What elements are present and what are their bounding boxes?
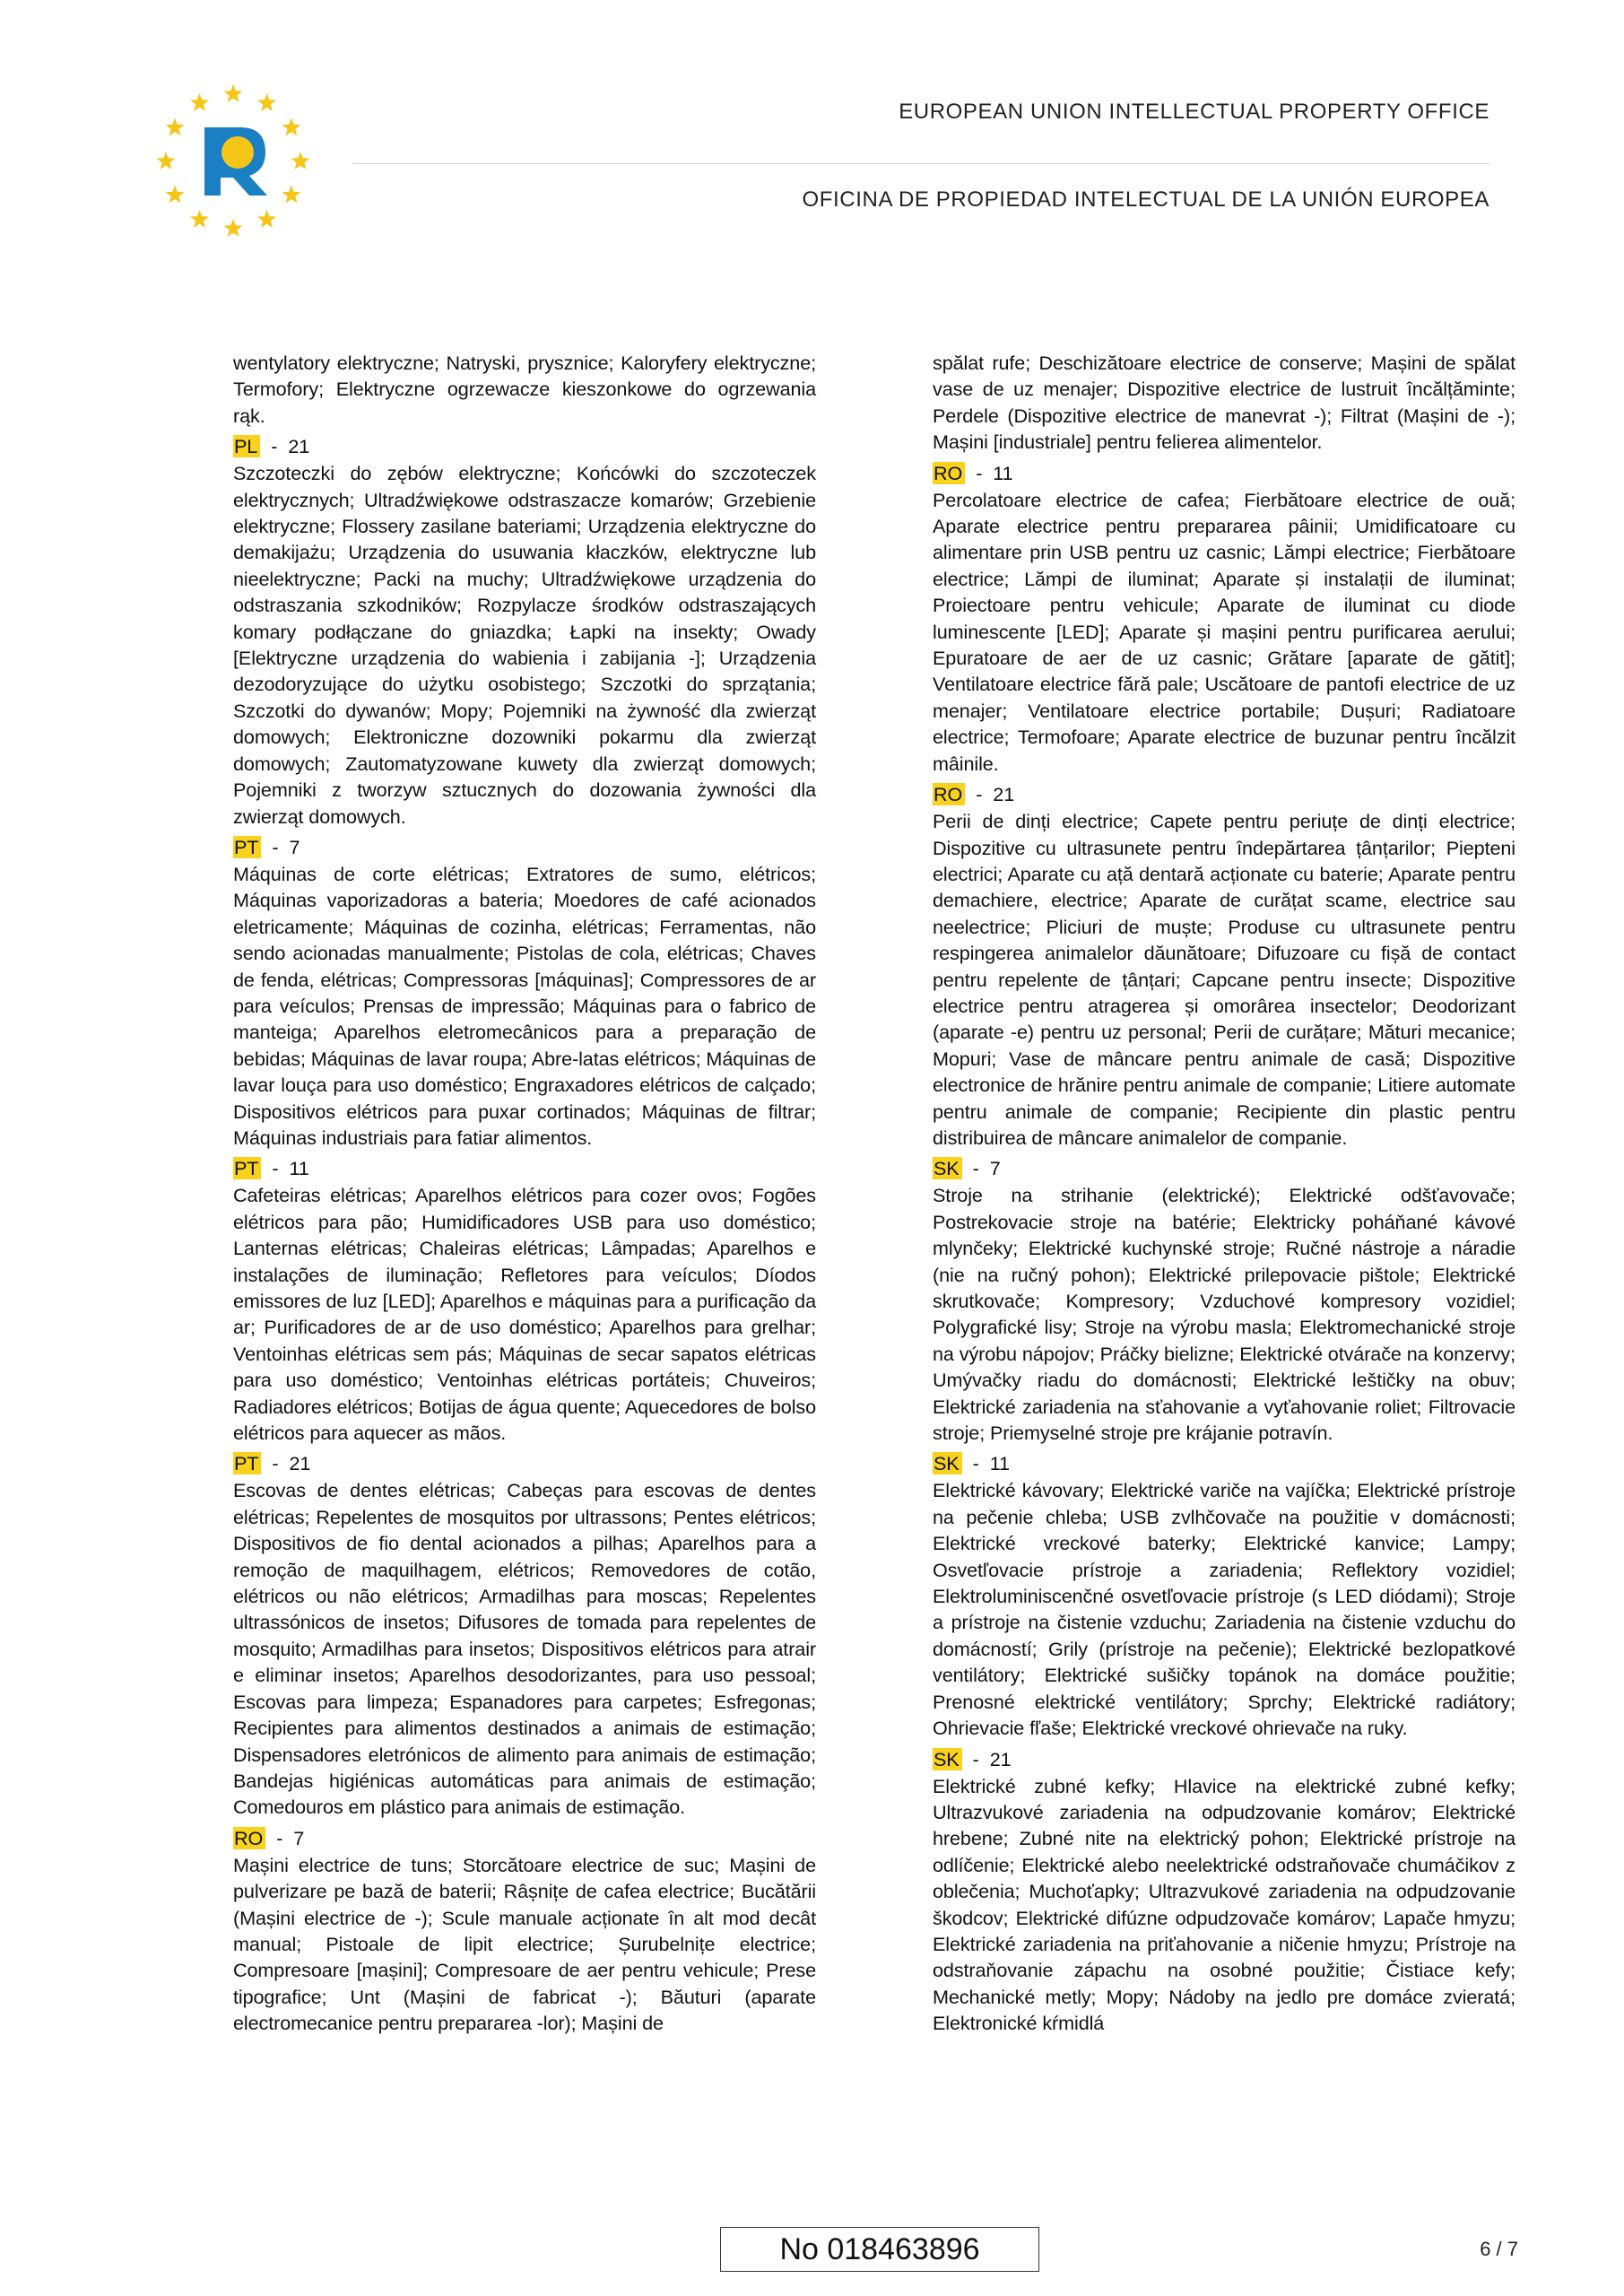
goods-class-entry bbox=[933, 1746, 1515, 2037]
goods-class-entry bbox=[233, 433, 816, 830]
separator: - bbox=[272, 1157, 279, 1180]
separator: - bbox=[271, 435, 278, 458]
separator: - bbox=[972, 1452, 979, 1475]
star-icon bbox=[224, 219, 243, 237]
entry-code-line bbox=[233, 834, 816, 861]
entry-code-line bbox=[233, 433, 816, 460]
goods-class-entry bbox=[933, 1450, 1515, 1741]
separator: - bbox=[976, 461, 983, 484]
logo-letter-r bbox=[204, 127, 267, 196]
star-icon bbox=[257, 93, 276, 111]
page-number: 6 / 7 bbox=[1480, 2238, 1518, 2260]
star-icon bbox=[157, 152, 176, 170]
goods-class-entry bbox=[233, 834, 816, 1151]
goods-description: Cafeteiras elétricas; Aparelhos elétricos para cozer ovos; Fogões elétricos para pão; Humidificadores USB para uso doméstico; Lanternas elétricas; Chaleiras elétricas; Lâmpadas; Aparelhos e instalações de iluminação; Refletores para veículos; Díodos emissores de luz [LED]; Aparelhos e máquinas para a purificação da ar; Purificadores de ar de uso doméstico; Aparelhos para grelhar; Ventoinhas elétricas sem pás; Máquinas de secar sapatos elétricas para uso doméstico; Ventoinhas elétricas portáteis; Chuveiros; Radiadores elétricos; Botijas de água quente; Aquecedores de bolso elétricos para aquecer as mãos. bbox=[233, 1184, 816, 1445]
goods-class-entry bbox=[933, 781, 1515, 1151]
separator: - bbox=[276, 1826, 283, 1849]
star-icon bbox=[190, 93, 209, 111]
separator: - bbox=[972, 1157, 979, 1180]
star-icon bbox=[190, 210, 209, 228]
goods-description: Elektrické kávovary; Elektrické variče na vajíčka; Elektrické prístroje na pečenie chleba; USB zvlhčovače na použitie v domácnosti; Elektrické vreckové baterky; Elektrické kanvice; Lampy; Osvetľovacie prístroje a zariadenia; Reflektory vozidiel; Elektroluminiscenčné osvetľovacie prístroje (s LED diódami); Stroje a prístroje na čistenie vzduchu; Zariadenia na čistenie vzduchu do domácností; Grily (prístroje na pečenie); Elektrické bezlopatkové ventilátory; Elektrické sušičky topánok na domáce použitie; Prenosné elektrické ventilátory; Sprchy; Elektrické radiátory; Ohrievacie fľaše; Elektrické vreckové ohrievače na ruky. bbox=[933, 1479, 1515, 1740]
nice-class-number: 21 bbox=[989, 1747, 1012, 1770]
goods-class-entry bbox=[933, 1155, 1515, 1446]
nice-class-number: 11 bbox=[989, 1452, 1010, 1475]
separator: - bbox=[972, 1747, 979, 1770]
star-icon bbox=[257, 210, 276, 228]
language-code-badge: RO bbox=[933, 783, 965, 805]
office-name-spanish: OFICINA DE PROPIEDAD INTELECTUAL DE LA UNIÓN EUROPEA bbox=[802, 187, 1489, 212]
goods-description: Szczoteczki do zębów elektryczne; Końcówki do szczoteczek elektrycznych; Ultradźwiękowe odstraszacze komarów; Grzebienie elektryczne; Flossery zasilane bateriami; Urządzenia elektryczne do demakijażu; Urządzenia do usuwania kłaczków, elektryczne lub nieelektryczne; Packi na muchy; Ultradźwiękowe urządzenia do odstraszania szkodników; Rozpylacze środków odstraszających komary podłączane do gniazdka; Łapki na insekty; Owady [Elektryczne urządzenia do wabienia i zabijania -]; Urządzenia dezodoryzujące do użytku osobistego; Szczotki do sprzątania; Szczotki do dywanów; Mopy; Pojemniki na żywność dla zwierząt domowych; Elektroniczne dozowniki pokarmu dla zwierząt domowych; Zautomatyzowane kuwety dla zwierząt domowych; Pojemniki z tworzyw sztucznych do dozowania żywności dla zwierząt domowych. bbox=[233, 462, 816, 828]
entry-code-line bbox=[933, 1746, 1515, 1773]
goods-description: Máquinas de corte elétricas; Extratores de sumo, elétricos; Máquinas vaporizadoras a bateria; Moedores de café acionados eletricamente; Máquinas de cozinha, elétricas; Ferramentas, não sendo acionadas manualmente; Pistolas de cola, elétricas; Chaves de fenda, elétricas; Compressoras [máquinas]; Compressores de ar para veículos; Prensas de impressão; Máquinas para o fabrico de manteiga; Aparelhos eletromecânicos para a preparação de bebidas; Máquinas de lavar roupa; Abre-latas elétricos; Máquinas de lavar louça para uso doméstico; Engraxadores elétricos de calçado; Dispositivos elétricos para puxar cortinados; Máquinas de filtrar; Máquinas industriais para fatiar alimentos. bbox=[233, 862, 816, 1149]
goods-description: Percolatoare electrice de cafea; Fierbătoare electrice de ouă; Aparate electrice pentru prepararea pâinii; Umidificatoare cu alimentare prin USB pentru uz casnic; Lămpi electrice; Fierbătoare electrice; Lămpi de iluminat; Aparate și instalații de iluminat; Proiectoare pentru vehicule; Aparate de iluminat cu diode luminescente [LED]; Aparate și mașini pentru purificarea aerului; Epuratoare de aer de uz casnic; Grătare [aparate de gătit]; Ventilatoare electrice fără pale; Uscătoare de pantofi electrice de uz menajer; Ventilatoare electrice portabile; Dușuri; Radiatoare electrice; Termofoare; Aparate electrice de buzunar pentru încălzit mâinile. bbox=[933, 488, 1515, 775]
language-code-badge: PT bbox=[233, 1452, 261, 1474]
continuation-text: wentylatory elektryczne; Natryski, prysznice; Kaloryfery elektryczne; Termofory; Elektryczne ogrzewacze kieszonkowe do ogrzewania rąk. bbox=[233, 352, 816, 427]
language-code-badge: SK bbox=[933, 1157, 962, 1179]
entry-code-line bbox=[933, 781, 1515, 808]
goods-description: Escovas de dentes elétricas; Cabeças para escovas de dentes elétricas; Repelentes de mosquitos por ultrassons; Pentes elétricos; Dispositivos de fio dental acionados a pilhas; Aparelhos para a remoção de maquilhagem, elétricos; Removedores de cotão, elétricos ou não elétricos; Armadilhas para moscas; Repelentes ultrassónicos de insetos; Difusores de tomada para repelentes de mosquito; Armadilhas para insetos; Dispositivos elétricos para atrair e eliminar insetos; Aparelhos desodorizantes, para uso pessoal; Escovas para limpeza; Espanadores para carpetes; Esfregonas; Recipientes para alimentos destinados a animais de estimação; Dispensadores eletrónicos de alimento para animais de estimação; Bandejas higiénicas automáticas para animais de estimação; Comedouros em plástico para animais de estimação. bbox=[233, 1479, 816, 1819]
separator: - bbox=[272, 1452, 279, 1475]
office-name-english: EUROPEAN UNION INTELLECTUAL PROPERTY OFFICE bbox=[899, 100, 1489, 124]
star-icon bbox=[282, 118, 300, 136]
entry-code-line bbox=[233, 1450, 816, 1477]
entry-code-line bbox=[233, 1825, 816, 1852]
nice-class-number: 21 bbox=[993, 783, 1015, 806]
goods-class-entry bbox=[933, 460, 1515, 777]
nice-class-number: 11 bbox=[993, 461, 1013, 484]
language-code-badge: PT bbox=[233, 1157, 261, 1179]
goods-class-entry bbox=[233, 1825, 816, 2037]
document-number: No 018463896 bbox=[720, 2227, 1039, 2272]
left-column bbox=[233, 350, 816, 2041]
entry-code-line bbox=[933, 1155, 1515, 1182]
goods-description: Stroje na strihanie (elektrické); Elektrické odšťavovače; Postrekovacie stroje na batérie; Elektricky poháňané kávové mlynčeky; Elektrické kuchynské stroje; Ručné nástroje a náradie (nie na ručný pohon); Elektrické prilepovacie pištole; Elektrické skrutkovače; Kompresory; Vzduchové kompresory vozidiel; Polygrafické lisy; Stroje na výrobu masla; Elektromechanické stroje na výrobu nápojov; Práčky bielizne; Elektrické otvárače na konzervy; Umývačky riadu do domácnosti; Elektrické leštičky na obuv; Elektrické zariadenia na sťahovanie a vyťahovanie roliet; Filtrovacie stroje; Priemyselné stroje pre krájanie potravín. bbox=[933, 1184, 1515, 1445]
language-code-badge: RO bbox=[933, 462, 965, 484]
star-icon bbox=[291, 152, 310, 170]
nice-class-number: 21 bbox=[288, 435, 310, 458]
language-code-badge: PT bbox=[233, 836, 261, 858]
language-code-badge: SK bbox=[933, 1452, 962, 1474]
goods-description: Mașini electrice de tuns; Storcătoare electrice de suc; Mașini de pulverizare pe bază de baterii; Râșnițe de cafea electrice; Bucătării (Mașini electrice de -); Scule manuale acționate în alt mod decât manual; Pistoale de lipit electrice; Șurubelnițe electrice; Compresoare [mașini]; Compresoare de aer pentru vehicule; Prese tipografice; Unt (Mașini de fabricat -); Băuturi (aparate electromecanice pentru prepararea -lor); Mașini de bbox=[233, 1853, 816, 2035]
entry-code-line bbox=[933, 460, 1515, 487]
nice-class-number: 21 bbox=[289, 1452, 311, 1475]
star-icon bbox=[166, 118, 185, 136]
language-code-badge: RO bbox=[233, 1827, 265, 1849]
euipo-logo-icon bbox=[152, 81, 314, 242]
star-icon bbox=[224, 84, 243, 102]
separator: - bbox=[272, 835, 279, 858]
goods-description: Elektrické zubné kefky; Hlavice na elektrické zubné kefky; Ultrazvukové zariadenia na odpudzovanie komárov; Elektrické hrebene; Zubné nite na elektrický pohon; Elektrické prístroje na odlíčenie; Elektrické alebo neelektrické odstraňovače chumáčikov z oblečenia; Muchoťapky; Ultrazvukové zariadenia na odpudzovanie škodcov; Elektrické difúzne odpudzovače komárov; Lapače hmyzu; Elektrické zariadenia na priťahovanie a ničenie hmyzu; Prístroje na odstraňovanie zápachu na osobné použitie; Čistiace kefy; Mechanické metly; Mopy; Nádoby na jedlo pre domáce zvieratá; Elektronické kŕmidlá bbox=[933, 1774, 1515, 2035]
goods-class-entry bbox=[233, 1155, 816, 1446]
entry-code-line bbox=[233, 1155, 816, 1182]
language-code-badge: SK bbox=[933, 1748, 962, 1770]
goods-class-entry bbox=[233, 1450, 816, 1820]
continuation-text: spălat rufe; Deschizătoare electrice de conserve; Mașini de spălat vase de uz menajer; Dispozitive electrice de lustruit încălțăminte; Perdele (Dispozitive electrice de manevrat -); Filtrat (Mașini de -); Mașini [industriale] pentru felierea alimentelor. bbox=[933, 352, 1515, 454]
entry-code-line bbox=[933, 1450, 1515, 1477]
star-icon bbox=[282, 186, 300, 204]
nice-class-number: 7 bbox=[293, 1826, 305, 1849]
header-divider bbox=[352, 163, 1489, 164]
goods-description: Perii de dinți electrice; Capete pentru periuțe de dinți electrice; Dispozitive cu ultrasunete pentru îndepărtarea țânțarilor; Piepteni electrici; Aparate cu ață dentară acționate cu baterie; Aparate pentru demachiere, electrice; Aparate de curățat scame, electrice sau neelectrice; Pliciuri de muște; Produse cu ultrasunete pentru respingerea animalelor dăunătoare; Difuzoare cu fișă de contact pentru repelente de țânțari; Capcane pentru insecte; Dispozitive electrice pentru atragerea și omorârea insectelor; Deodorizant (aparate -e) pentru uz personal; Perii de curățare; Mături mecanice; Mopuri; Vase de mâncare pentru animale de casă; Dispozitive electronice de hrănire pentru animale de companie; Litiere automate pentru animale de companie; Recipiente din plastic pentru distribuirea de mâncare animalelor de companie. bbox=[933, 810, 1515, 1149]
nice-class-number: 7 bbox=[989, 1157, 1001, 1180]
star-icon bbox=[166, 186, 185, 204]
language-code-badge: PL bbox=[233, 435, 260, 457]
separator: - bbox=[976, 783, 983, 806]
nice-class-number: 11 bbox=[289, 1157, 309, 1180]
right-column bbox=[933, 350, 1515, 2041]
nice-class-number: 7 bbox=[289, 835, 300, 858]
